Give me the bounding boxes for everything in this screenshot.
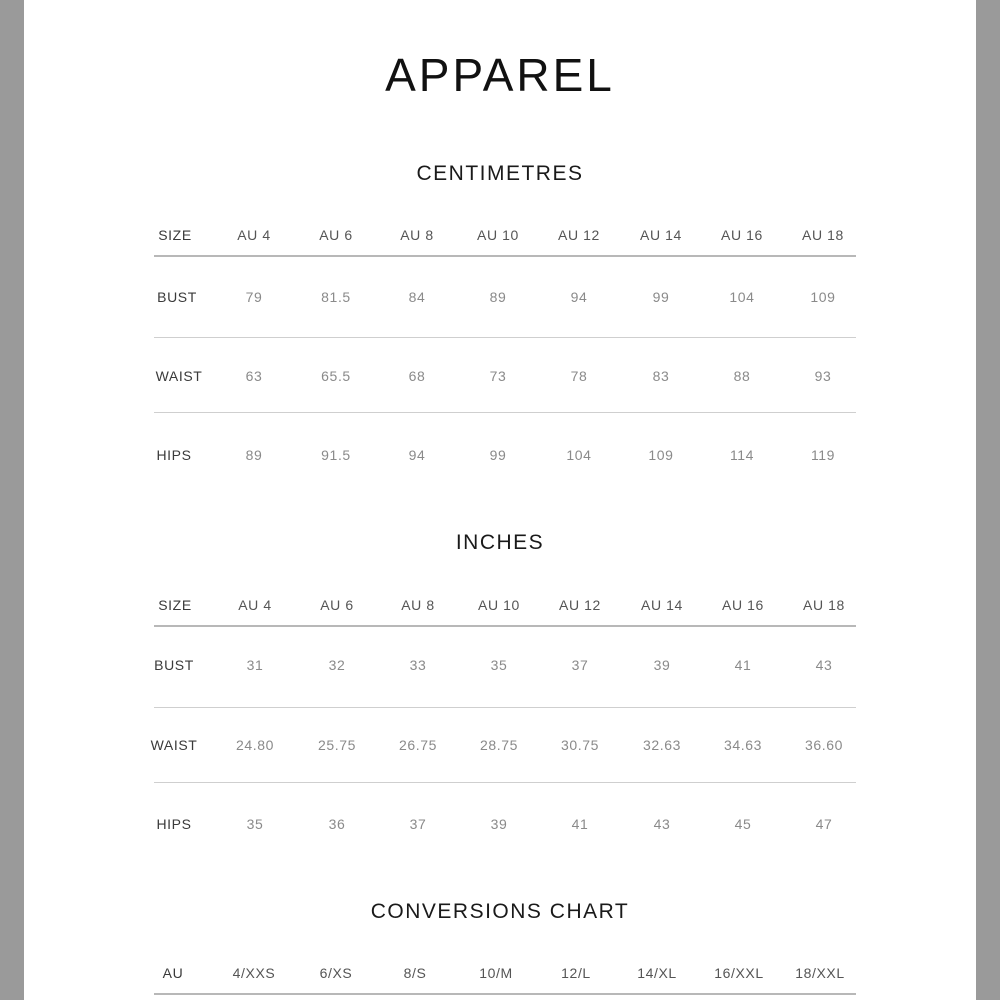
header-cell: 16/XXL	[714, 965, 764, 981]
value-cell: 114	[729, 447, 755, 463]
value-cell: 43	[815, 657, 833, 673]
header-cell: AU	[162, 965, 184, 981]
inches-title: INCHES	[455, 531, 545, 554]
value-cell: 34.63	[723, 737, 763, 753]
header-cell: AU 8	[401, 597, 435, 613]
header-cell: SIZE	[158, 597, 192, 613]
row-label: BUST	[157, 289, 197, 305]
row-label: WAIST	[155, 368, 203, 384]
value-cell: 109	[810, 289, 836, 305]
value-cell: 109	[648, 447, 674, 463]
value-cell: 104	[729, 289, 755, 305]
value-cell: 26.75	[398, 737, 438, 753]
value-cell: 37	[409, 816, 427, 832]
divider	[154, 782, 856, 783]
divider	[154, 337, 856, 338]
value-cell: 94	[570, 289, 588, 305]
value-cell: 36	[328, 816, 346, 832]
value-cell: 39	[653, 657, 671, 673]
row-label: HIPS	[156, 816, 192, 832]
header-cell: 14/XL	[637, 965, 677, 981]
value-cell: 119	[810, 447, 836, 463]
header-cell: AU 16	[721, 227, 763, 243]
divider	[154, 412, 856, 413]
value-cell: 83	[652, 368, 670, 384]
header-cell: AU 6	[319, 227, 353, 243]
header-cell: AU 10	[478, 597, 520, 613]
value-cell: 32	[328, 657, 346, 673]
header-cell: AU 4	[238, 597, 272, 613]
divider	[154, 255, 856, 257]
value-cell: 63	[245, 368, 263, 384]
value-cell: 94	[408, 447, 426, 463]
value-cell: 24.80	[235, 737, 275, 753]
value-cell: 25.75	[317, 737, 357, 753]
value-cell: 35	[246, 816, 264, 832]
header-cell: SIZE	[158, 227, 192, 243]
value-cell: 79	[245, 289, 263, 305]
value-cell: 32.63	[642, 737, 682, 753]
header-cell: 8/S	[403, 965, 427, 981]
value-cell: 81.5	[321, 289, 351, 305]
header-cell: 12/L	[561, 965, 591, 981]
value-cell: 30.75	[560, 737, 600, 753]
value-cell: 35	[490, 657, 508, 673]
header-cell: AU 8	[400, 227, 434, 243]
value-cell: 41	[571, 816, 589, 832]
value-cell: 45	[734, 816, 752, 832]
value-cell: 37	[571, 657, 589, 673]
conversions-title: CONVERSIONS CHART	[370, 900, 630, 923]
value-cell: 33	[409, 657, 427, 673]
value-cell: 84	[408, 289, 426, 305]
header-cell: AU 10	[477, 227, 519, 243]
row-label: WAIST	[150, 737, 198, 753]
centimetres-title: CENTIMETRES	[416, 162, 584, 185]
value-cell: 88	[733, 368, 751, 384]
value-cell: 99	[489, 447, 507, 463]
header-cell: AU 16	[722, 597, 764, 613]
value-cell: 41	[734, 657, 752, 673]
value-cell: 28.75	[479, 737, 519, 753]
value-cell: 31	[246, 657, 264, 673]
value-cell: 43	[653, 816, 671, 832]
value-cell: 91.5	[321, 447, 351, 463]
value-cell: 65.5	[321, 368, 351, 384]
size-guide-page	[24, 0, 976, 1000]
header-cell: 18/XXL	[795, 965, 845, 981]
header-cell: AU 18	[803, 597, 845, 613]
value-cell: 93	[814, 368, 832, 384]
header-cell: AU 4	[237, 227, 271, 243]
value-cell: 68	[408, 368, 426, 384]
header-cell: AU 14	[641, 597, 683, 613]
header-cell: 4/XXS	[232, 965, 276, 981]
value-cell: 78	[570, 368, 588, 384]
value-cell: 73	[489, 368, 507, 384]
row-label: BUST	[154, 657, 194, 673]
value-cell: 104	[566, 447, 592, 463]
row-label: HIPS	[156, 447, 192, 463]
divider	[154, 993, 856, 995]
header-cell: 10/M	[479, 965, 513, 981]
divider	[154, 707, 856, 708]
value-cell: 39	[490, 816, 508, 832]
header-cell: AU 12	[558, 227, 600, 243]
header-cell: AU 12	[559, 597, 601, 613]
page-title: APPAREL	[385, 49, 615, 101]
divider	[154, 625, 856, 627]
value-cell: 47	[815, 816, 833, 832]
value-cell: 89	[489, 289, 507, 305]
value-cell: 89	[245, 447, 263, 463]
header-cell: AU 14	[640, 227, 682, 243]
header-cell: 6/XS	[319, 965, 353, 981]
value-cell: 36.60	[804, 737, 844, 753]
value-cell: 99	[652, 289, 670, 305]
header-cell: AU 18	[802, 227, 844, 243]
header-cell: AU 6	[320, 597, 354, 613]
